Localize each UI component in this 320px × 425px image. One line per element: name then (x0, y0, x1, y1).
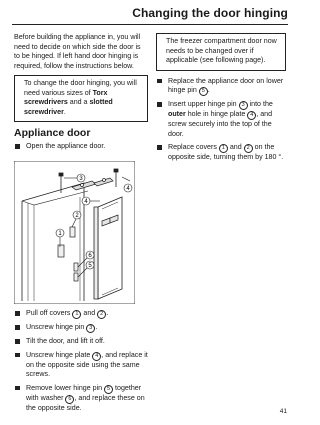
callout-4-top-label: 4 (126, 186, 130, 193)
circled-number: 3 (86, 324, 95, 333)
step-unscrew-plate (14, 351, 148, 380)
callout-3 (77, 174, 85, 182)
step-text: Replace covers (168, 143, 219, 151)
callout-4-top (124, 184, 132, 192)
step-text: into the (247, 100, 273, 108)
callout-2 (73, 211, 81, 219)
step-text: and (227, 143, 244, 151)
step-text: hole in hinge plate (185, 110, 248, 118)
outer-emphasis: outer (168, 110, 186, 118)
step-text: , and screw securely into the top of the door. (168, 110, 273, 138)
step-unscrew-pin (14, 323, 148, 333)
circled-number: 5 (104, 385, 113, 394)
step-text: . (106, 309, 109, 317)
page-title: Changing the door hinging (132, 6, 288, 20)
step-text: Unscrew hinge pin (26, 323, 87, 331)
slotted-label: slotted screwdriver (24, 98, 113, 116)
callout-5 (86, 261, 94, 269)
callout-4-mid (82, 197, 90, 205)
open-door (94, 197, 122, 299)
freezer-note-box: The freezer compartment door now needs to be changed over if applicable (see following page). (156, 33, 286, 71)
step-text: . (95, 323, 98, 331)
circled-number: 1 (72, 310, 81, 319)
step-text: , and replace these on the opposite side. (26, 393, 145, 412)
step-open-door: Open the appliance door. (14, 142, 148, 152)
left-column (14, 33, 148, 156)
torx-label: Torx screwdrivers (24, 88, 108, 106)
step-text: Tilt the door, and lift it off. (26, 337, 105, 345)
door-hinge-illustration (14, 161, 135, 304)
callout-6 (86, 251, 94, 259)
step-text: Remove lower hinge pin (26, 383, 105, 392)
circled-number: 1 (219, 144, 228, 153)
step-text: Replace the appliance door on lower hinge pin (168, 76, 284, 94)
step-insert-upper-pin (156, 100, 286, 139)
title-divider (12, 24, 288, 25)
intro-paragraph: Before building the appliance in, you will need to decide on which side the door is to be hinged. If left hand door hinging is required, follow the instructions below. (14, 33, 141, 70)
step-replace-covers (156, 143, 286, 163)
step-text: . (207, 86, 210, 94)
tools-text-before: To change the door hinging, you will need various sizes of (24, 79, 137, 97)
tools-text-end: . (63, 107, 66, 116)
section-heading-appliance-door: Appliance door (14, 127, 91, 139)
step-tilt-door (14, 337, 148, 347)
step-remove-lower-pin (14, 384, 148, 414)
step-text: Pull off covers (26, 309, 73, 317)
callout-6-label: 6 (88, 253, 92, 260)
circled-number: 3 (239, 101, 248, 110)
step-text: Unscrew hinge plate (26, 350, 93, 359)
callout-5-label: 5 (88, 263, 92, 270)
callout-3-label: 3 (79, 176, 83, 183)
right-column (156, 33, 286, 167)
circled-number: 6 (65, 395, 74, 404)
callout-1-label: 1 (58, 231, 62, 238)
step-text: and (81, 309, 98, 317)
step-text: Insert upper hinge pin (168, 100, 239, 108)
callout-2-label: 2 (75, 213, 79, 220)
page-number: 41 (279, 408, 287, 415)
step-text: on the opposite side, turning them by 180 °. (168, 143, 284, 161)
tools-text-mid: and a (67, 98, 90, 106)
circled-number: 5 (199, 87, 208, 96)
step-replace-door (156, 77, 286, 97)
circled-number: 4 (92, 352, 101, 361)
open-step-list (14, 142, 148, 152)
circled-number: 2 (244, 144, 253, 153)
circled-number: 4 (247, 111, 256, 120)
callout-1 (56, 229, 64, 237)
removal-steps-list (14, 309, 148, 413)
callout-4-mid-label: 4 (84, 199, 88, 206)
refit-steps-list (156, 77, 286, 163)
step-text: together with washer (26, 383, 142, 402)
step-text: , and replace it on the opposite side using the same screws. (26, 350, 148, 378)
tools-note-box (14, 75, 148, 122)
left-column-steps (14, 309, 148, 417)
step-pull-covers (14, 309, 148, 319)
circled-number: 2 (97, 310, 106, 319)
